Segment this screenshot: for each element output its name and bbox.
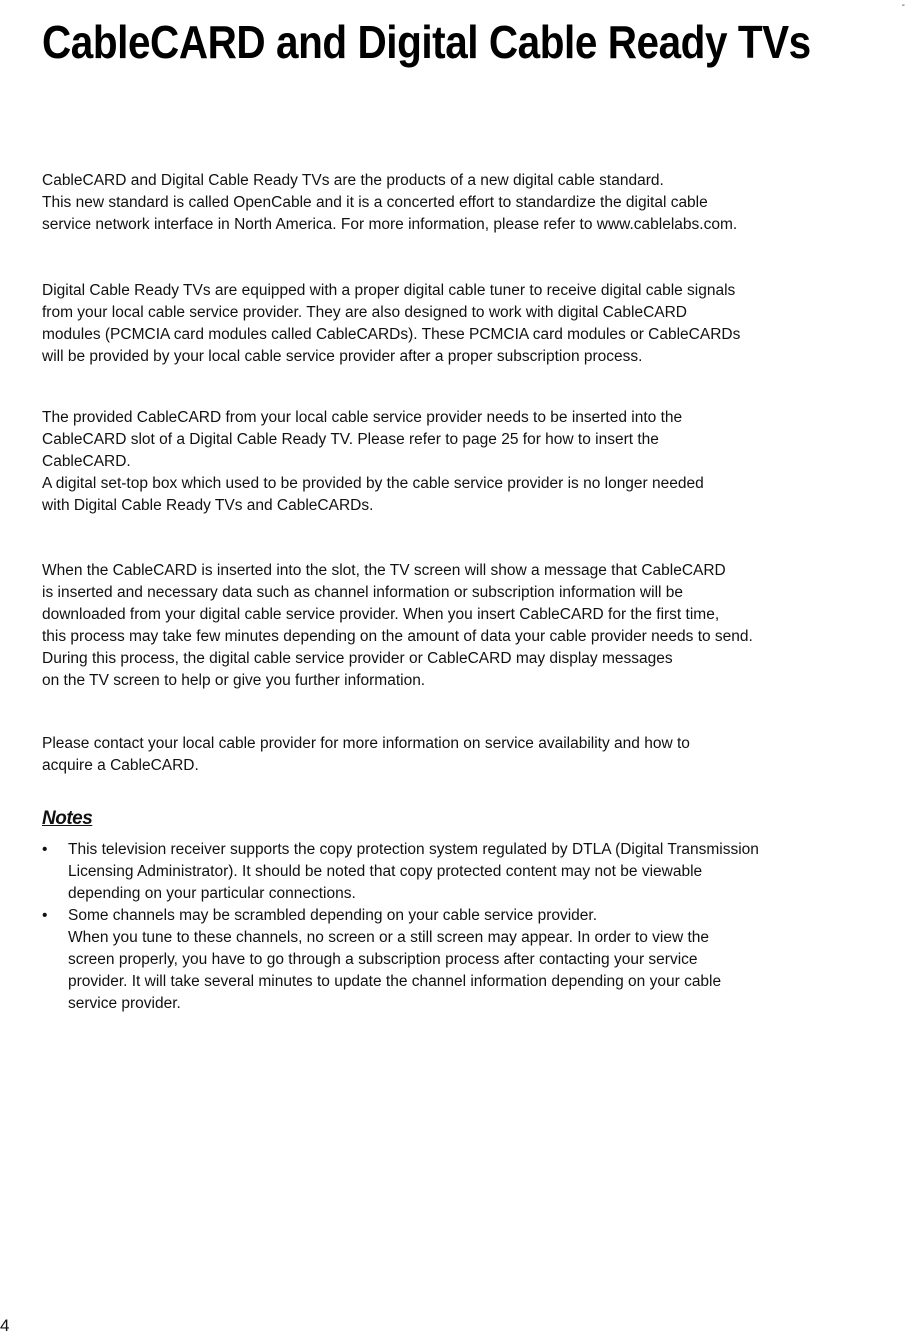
note-line: Some channels may be scrambled depending on your cable service provider. [68, 907, 598, 924]
paragraph-cablecard-slot [42, 407, 892, 517]
paragraph-line: on the TV screen to help or give you further information. [42, 672, 426, 689]
paragraph-line: will be provided by your local cable service provider after a proper subscription process. [42, 348, 643, 365]
paragraph-line: is inserted and necessary data such as channel information or subscription information will be [42, 584, 684, 601]
note-line: service provider. [68, 995, 181, 1012]
note-line: provider. It will take several minutes to update the channel information depending on your cable [68, 973, 722, 990]
paragraph-line: When the CableCARD is inserted into the slot, the TV screen will show a message that CableCARD [42, 562, 726, 579]
bullet-icon: • [42, 907, 48, 924]
paragraph-line: Please contact your local cable provider for more information on service availability and how to [42, 735, 690, 752]
paragraph-line: During this process, the digital cable service provider or CableCARD may display messages [42, 650, 673, 667]
paragraph-digital-cable-ready [42, 280, 892, 368]
notes-list [42, 839, 892, 1015]
paragraph-contact-provider [42, 733, 892, 777]
paragraph-insertion-process [42, 560, 892, 692]
note-line: This television receiver supports the copy protection system regulated by DTLA (Digital Transmission [68, 841, 759, 858]
paragraph-line: CableCARD and Digital Cable Ready TVs are the products of a new digital cable standard. [42, 172, 664, 189]
paragraph-line: from your local cable service provider. They are also designed to work with digital CableCARD [42, 304, 687, 321]
paragraph-line: with Digital Cable Ready TVs and CableCARDs. [42, 497, 374, 514]
note-line: Licensing Administrator). It should be noted that copy protected content may not be viewable [68, 863, 703, 880]
note-item-scrambled-channels [42, 905, 892, 1015]
paragraph-line: modules (PCMCIA card modules called CableCARDs). These PCMCIA card modules or CableCARDs [42, 326, 741, 343]
paragraph-line: Digital Cable Ready TVs are equipped with a proper digital cable tuner to receive digital cable signals [42, 282, 736, 299]
paragraph-line: CableCARD slot of a Digital Cable Ready TV. Please refer to page 25 for how to insert the [42, 431, 659, 448]
paragraph-line: acquire a CableCARD. [42, 757, 199, 774]
paragraph-intro [42, 170, 892, 236]
page-title: CableCARD and Digital Cable Ready TVs [42, 16, 811, 68]
paragraph-line: The provided CableCARD from your local cable service provider needs to be inserted into the [42, 409, 683, 426]
note-line: When you tune to these channels, no screen or a still screen may appear. In order to view the [68, 929, 710, 946]
paragraph-line: This new standard is called OpenCable and it is a concerted effort to standardize the digital cable [42, 194, 708, 211]
paragraph-line: service network interface in North America. For more information, please refer to www.cablelabs.com. [42, 216, 738, 233]
paragraph-line: CableCARD. [42, 453, 131, 470]
paragraph-line: downloaded from your digital cable service provider. When you insert CableCARD for the first time, [42, 606, 720, 623]
notes-heading: Notes [42, 808, 93, 829]
bullet-icon: • [42, 841, 48, 858]
note-line: depending on your particular connections. [68, 885, 356, 902]
note-line: screen properly, you have to go through a subscription process after contacting your service [68, 951, 698, 968]
page-number: 4 [0, 1316, 10, 1335]
paragraph-line: A digital set-top box which used to be provided by the cable service provider is no longer needed [42, 475, 704, 492]
corner-mark: - [901, 0, 905, 11]
note-item-copy-protection [42, 839, 892, 905]
paragraph-line: this process may take few minutes depending on the amount of data your cable provider needs to send. [42, 628, 753, 645]
